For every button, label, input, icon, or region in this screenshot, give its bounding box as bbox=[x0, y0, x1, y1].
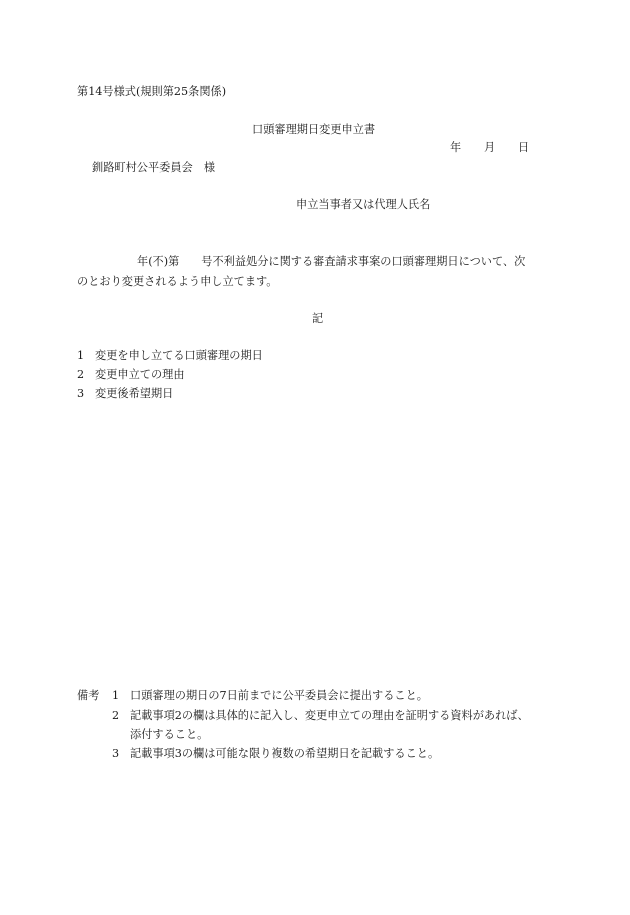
remark-text: 記載事項2の欄は具体的に記入し、変更申立ての理由を証明する資料があれば、 bbox=[130, 709, 529, 722]
remark-1 bbox=[112, 690, 428, 701]
remark-text: 口頭審理の期日の7日前までに公平委員会に提出すること。 bbox=[130, 689, 428, 702]
ki-heading: 記 bbox=[312, 312, 324, 325]
item-text: 変更申立ての理由 bbox=[95, 368, 185, 381]
item-number: 3 bbox=[77, 387, 85, 400]
remark-3 bbox=[112, 748, 439, 759]
date-month: 月 bbox=[484, 141, 496, 154]
date-line bbox=[450, 142, 529, 153]
remark-number: 2 bbox=[112, 709, 120, 722]
date-year: 年 bbox=[450, 141, 462, 154]
remark-text: 記載事項3の欄は可能な限り複数の希望期日を記載すること。 bbox=[130, 747, 440, 760]
applicant-name-label: 申立当事者又は代理人氏名 bbox=[296, 198, 431, 211]
document-title: 口頭審理期日変更申立書 bbox=[252, 123, 376, 136]
case-year-label: 年(不)第 bbox=[137, 255, 180, 268]
item-text: 変更後希望期日 bbox=[95, 387, 174, 400]
item-2 bbox=[77, 369, 185, 380]
remark-2-continuation: 添付すること。 bbox=[130, 728, 209, 741]
remark-number: 3 bbox=[112, 747, 120, 760]
remark-2 bbox=[112, 710, 529, 721]
date-day: 日 bbox=[518, 141, 530, 154]
item-number: 1 bbox=[77, 349, 85, 362]
form-number: 第14号様式(規則第25条関係) bbox=[77, 85, 227, 98]
body-line-2: のとおり変更されるよう申し立てます。 bbox=[77, 275, 278, 288]
item-number: 2 bbox=[77, 368, 85, 381]
case-description: 号不利益処分に関する審査請求事案の口頭審理期日について、次 bbox=[201, 255, 526, 268]
item-1 bbox=[77, 350, 263, 361]
remarks-label: 備考 bbox=[77, 689, 100, 702]
item-3 bbox=[77, 388, 173, 399]
body-line-1 bbox=[137, 256, 525, 267]
addressee: 釧路町村公平委員会 様 bbox=[92, 161, 216, 174]
remark-number: 1 bbox=[112, 689, 120, 702]
item-text: 変更を申し立てる口頭審理の期日 bbox=[95, 349, 263, 362]
